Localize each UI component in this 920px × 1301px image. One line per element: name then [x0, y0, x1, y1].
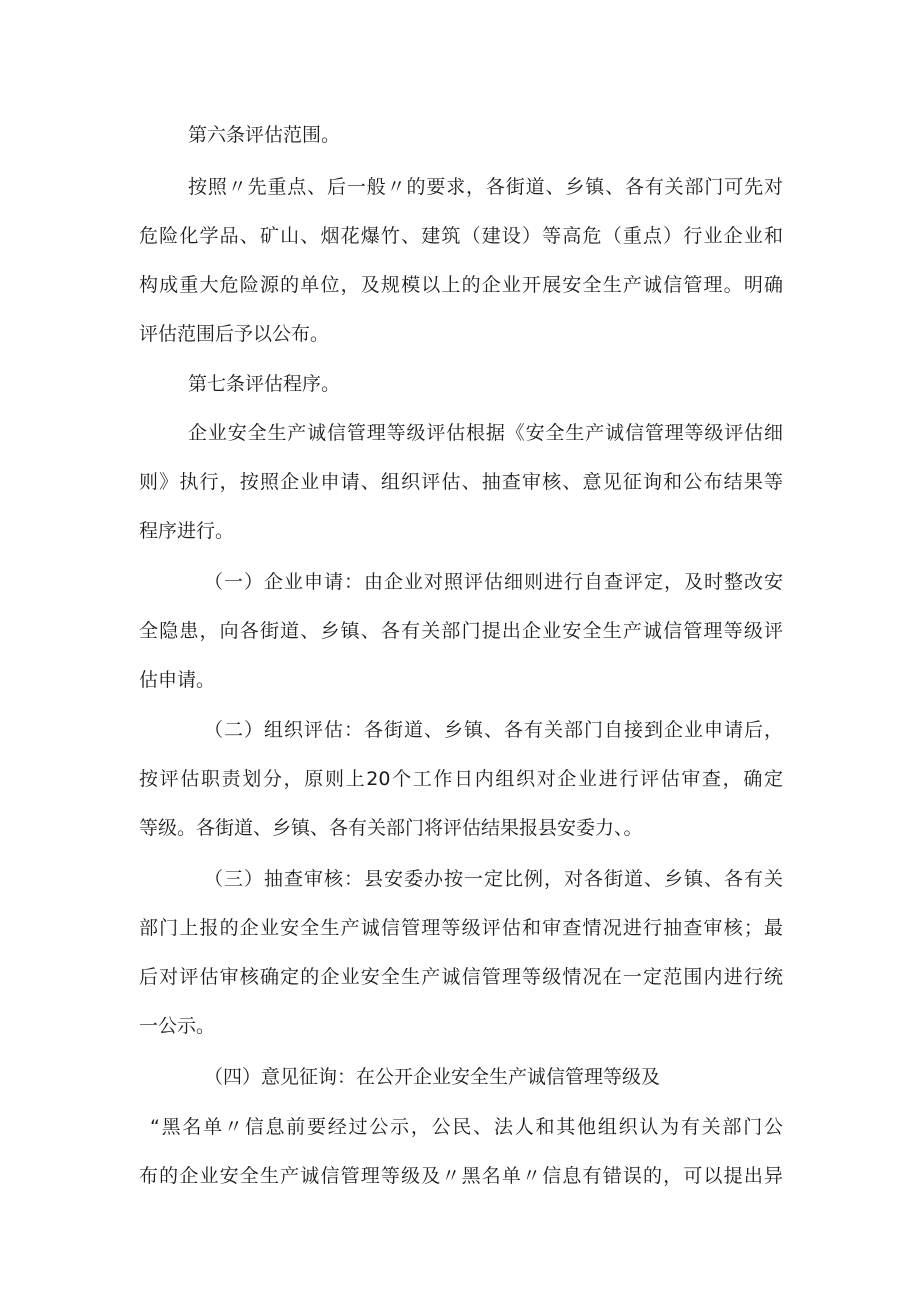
- paragraph-line: 则》执行，按照企业申请、组织评估、抽查审核、意见征询和公布结果等: [139, 471, 783, 493]
- item-2-line: 按评估职责划分，原则上20个工作日内组织对企业进行评估审查，确定: [139, 768, 783, 790]
- item-1-line: （一）企业申请：由企业对照评估细则进行自查评定，及时整改安: [204, 571, 783, 593]
- item-3-line: 一公示。: [139, 1015, 216, 1037]
- paragraph-line: 评估范围后予以公布。: [139, 323, 330, 345]
- item-3-line: 后对评估审核确定的企业安全生产诚信管理等级情况在一定范围内进行统: [139, 966, 783, 988]
- item-4-line: 布的企业安全生产诚信管理等级及〃黑名单〃信息有错误的，可以提出异: [139, 1165, 783, 1187]
- paragraph-line: 按照〃先重点、后一般〃的要求，各街道、乡镇、各有关部门可先对: [188, 176, 783, 198]
- item-4-line: （四）意见征询：在公开企业安全生产诚信管理等级及: [204, 1066, 661, 1088]
- paragraph-line: 构成重大危险源的单位，及规模以上的企业开展安全生产诚信管理。明确: [139, 274, 783, 296]
- item-3-line: （三）抽查审核：县安委办按一定比例，对各街道、乡镇、各有关: [204, 868, 783, 890]
- item-1-line: 全隐患，向各街道、乡镇、各有关部门提出企业安全生产诚信管理等级评: [139, 620, 783, 642]
- article-6-heading: 第六条评估范围。: [188, 124, 341, 146]
- item-2-line: （二）组织评估：各街道、乡镇、各有关部门自接到企业申请后，: [204, 719, 783, 741]
- item-2-line: 等级。各街道、乡镇、各有关部门将评估结果报县安委力、。: [139, 817, 643, 839]
- item-4-line: “黑名单〃信息前要经过公示，公民、法人和其他组织认为有关部门公: [150, 1116, 783, 1138]
- paragraph-line: 程序进行。: [139, 520, 235, 542]
- paragraph-line: 企业安全生产诚信管理等级评估根据《安全生产诚信管理等级评估细: [188, 422, 783, 444]
- article-7-heading: 第七条评估程序。: [188, 373, 341, 395]
- item-3-line: 部门上报的企业安全生产诚信管理等级评估和审查情况进行抽查审核；最: [139, 917, 783, 939]
- paragraph-line: 危险化学品、矿山、烟花爆竹、建筑（建设）等高危（重点）行业企业和: [139, 225, 783, 247]
- item-1-line: 估申请。: [139, 669, 216, 691]
